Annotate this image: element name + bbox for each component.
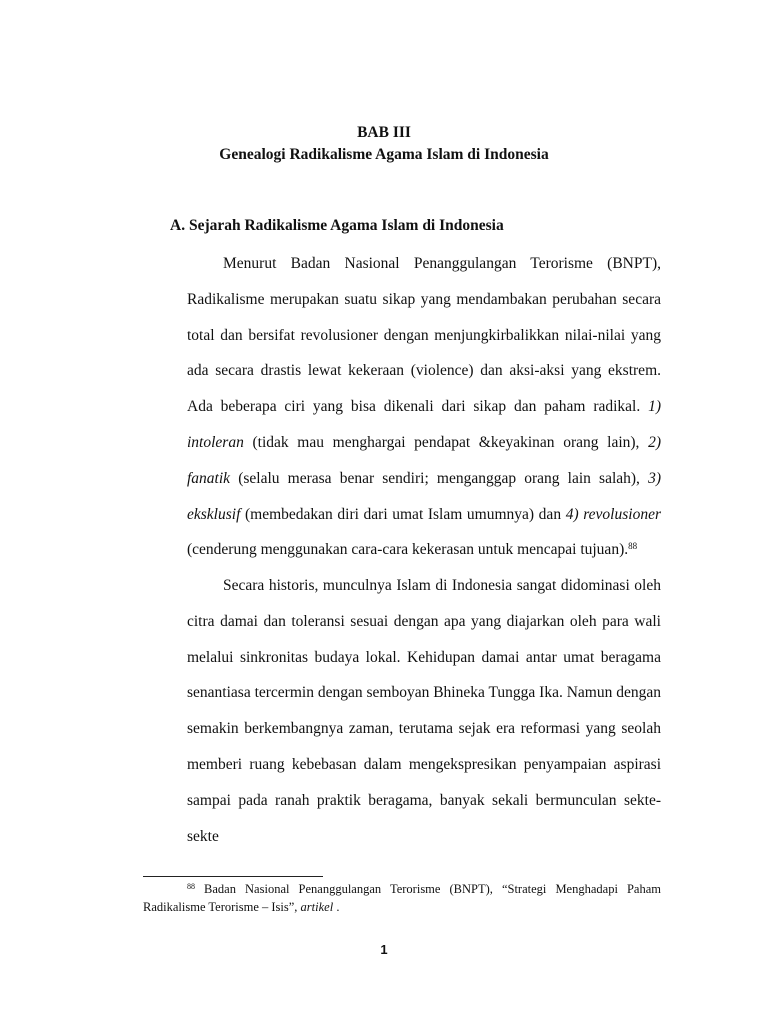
paragraph-text: (selalu merasa benar sendiri; menganggap orang lain salah), (230, 469, 649, 487)
paragraph-text: Menurut Badan Nasional Penanggulangan Terorisme (BNPT), Radikalisme merupakan suatu sikap yang mendambakan perubahan secara total dan bersifat revolusioner dengan menjungkirbalikkan nilai-nilai yang ada secara drastis lewat kekeraan (violence) dan aksi-aksi yang ekstrem. Ada beberapa ciri yang bisa dikenali dari sikap dan paham radikal. (187, 255, 661, 416)
body-paragraph: Secara historis, munculnya Islam di Indonesia sangat didominasi oleh citra damai dan toleransi sesuai dengan apa yang diajarkan oleh para wali melalui sinkronitas budaya lokal. Kehidupan damai antar umat beragama senantiasa tercermin dengan semboyan Bhineka Tungga Ika. Namun dengan semakin berkembangnya zaman, terutama sejak era reformasi yang seolah memberi ruang kebebasan dalam mengekspresikan penyampaian aspirasi sampai pada ranah praktik beragama, banyak sekali bermunculan sekte-sekte (187, 577, 661, 845)
footnote (143, 880, 661, 916)
footnote-text: Badan Nasional Penanggulangan Terorisme (BNPT), “Strategi Menghadapi Paham Radikalisme Terorisme – Isis”, (143, 882, 661, 914)
footnote-end: . (333, 900, 340, 914)
chapter-number: BAB III (357, 124, 411, 141)
italic-term: 1) intoleran (187, 398, 661, 451)
page-number: 1 (380, 942, 388, 957)
paragraph-text: (tidak mau menghargai pendapat &keyakinan orang lain), (243, 433, 649, 451)
footnote-italic: artikel (300, 900, 334, 914)
italic-term: 3) eksklusif (187, 469, 661, 523)
footnote-number: 88 (187, 882, 195, 891)
footnote-divider (143, 876, 323, 877)
footnote-reference[interactable]: 88 (628, 541, 638, 552)
body-paragraph (187, 246, 661, 568)
italic-term: 4) revolusioner (565, 505, 661, 523)
section-heading: A. Sejarah Radikalisme Agama Islam di Indonesia (170, 217, 504, 234)
chapter-title: Genealogi Radikalisme Agama Islam di Indonesia (219, 146, 549, 163)
italic-term: 2) fanatik (187, 433, 661, 487)
paragraph-text: (cenderung menggunakan cara-cara kekerasan untuk mencapai tujuan). (187, 541, 629, 559)
paragraph-text: (membedakan diri dari umat Islam umumnya) dan (240, 505, 566, 523)
